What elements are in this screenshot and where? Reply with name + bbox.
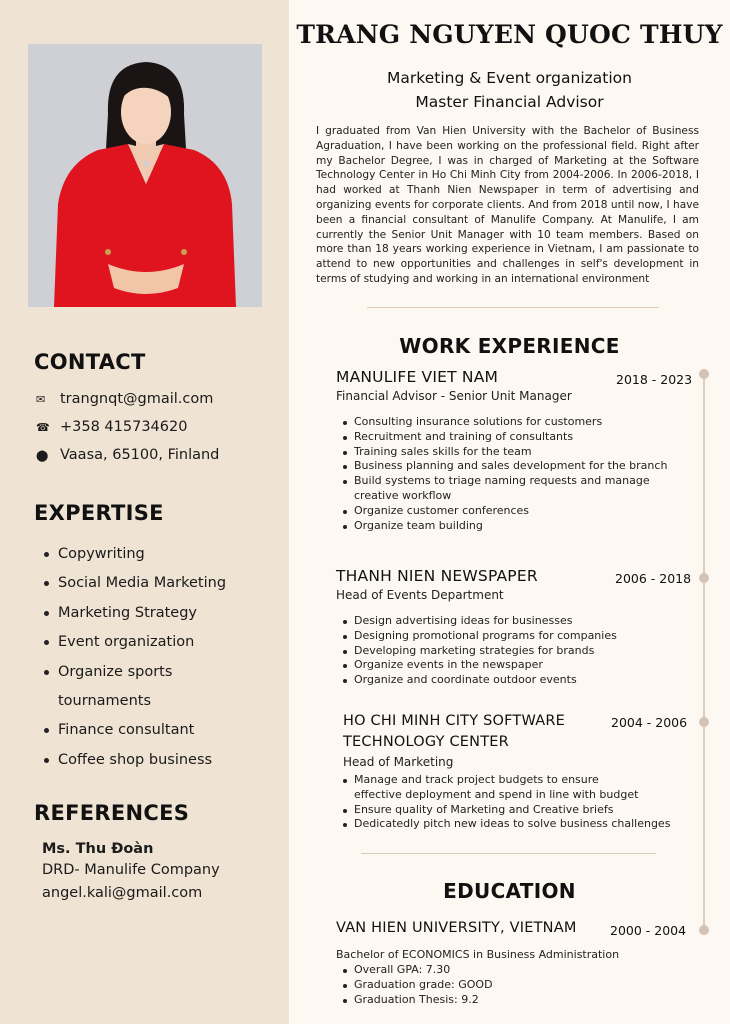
profile-photo [28,44,262,307]
job-years: 2006 - 2018 [615,571,692,586]
timeline-dot [699,925,709,935]
contact-address-text: Vaasa, 65100, Finland [60,447,220,463]
education-details-list [341,963,671,1007]
list-item: Organize and coordinate outdoor events [341,673,671,688]
job-company-line-2: TECHNOLOGY CENTER [343,734,509,750]
timeline-dot [699,369,709,379]
main-content [289,0,730,1024]
profile-summary: I graduated from Van Hien University with the Bachelor of Business Agraduation, I have been working on the professional field. Right after my Bachelor Degree, I was in charged of Marketing at the Software Technology Center in Ho Chi Minh City from 2004-2006. In 2006-2018, I had worked at Thanh Nien Newspaper in term of advertising and organizing events for corporate clients. And from 2018 until now, I have been a financial consultant of Manulife Company. At Manulife, I am currently the Senior Unit Manager with 10 team members. Based on more than 18 years working experience in Vietnam, I am passionate to attend to new opportunities and challenges in self's development in terms of studying and working in an international environment [316,125,699,285]
phone-icon: ☎ [36,420,50,434]
list-item: Build systems to triage naming requests and manage creative workflow [341,474,659,504]
contact-email[interactable] [36,391,213,407]
list-item: Organize events in the newspaper [341,658,671,673]
expertise-list [42,540,282,775]
education-heading: EDUCATION [443,879,576,903]
expertise-item: Social Media Marketing [42,569,282,598]
list-item: Organize team building [341,519,671,534]
list-item: Graduation grade: GOOD [341,978,671,993]
candidate-name: TRANG NGUYEN QUOC THUY [296,20,723,49]
envelope-icon: ✉ [36,392,46,406]
timeline-dot [699,717,709,727]
contact-phone-text[interactable]: +358 415734620 [60,419,188,435]
job-years: 2018 - 2023 [616,372,693,387]
portrait-illustration [28,44,262,307]
job-company: THANH NIEN NEWSPAPER [336,567,538,585]
references-heading: REFERENCES [34,801,190,825]
expertise-heading: EXPERTISE [34,501,164,525]
list-item: Manage and track project budgets to ensure effective deployment and spend in line with budget [341,773,646,803]
work-experience-heading: WORK EXPERIENCE [399,334,620,358]
job-role: Head of Marketing [343,755,454,769]
job-company: HO CHI MINH CITY SOFTWARE [343,713,565,729]
reference-company: DRD- Manulife Company [42,862,220,878]
contact-phone[interactable] [36,419,187,435]
list-item: Training sales skills for the team [341,445,671,460]
expertise-item: Copywriting [42,540,282,569]
list-item: Overall GPA: 7.30 [341,963,671,978]
job-years: 2004 - 2006 [611,715,688,730]
reference-email[interactable]: angel.kali@gmail.com [42,885,203,901]
timeline-line [703,373,705,930]
job-duties-list [341,614,671,688]
list-item: Designing promotional programs for companies [341,629,671,644]
section-divider [367,307,659,308]
contact-address [36,447,219,463]
expertise-item: Organize sports tournaments [42,658,192,717]
expertise-item: Finance consultant [42,716,282,745]
contact-email-text[interactable]: trangnqt@gmail.com [60,391,214,407]
job-title-line-2: Master Financial Advisor [415,93,604,111]
list-item: Graduation Thesis: 9.2 [341,993,671,1008]
job-role: Head of Events Department [336,588,504,602]
expertise-item: Coffee shop business [42,746,282,775]
list-item: Dedicatedly pitch new ideas to solve business challenges [341,817,671,832]
list-item: Developing marketing strategies for brands [341,644,671,659]
education-degree: Bachelor of ECONOMICS in Business Administration [336,948,620,961]
job-role: Financial Advisor - Senior Unit Manager [336,389,572,403]
list-item: Recruitment and training of consultants [341,430,671,445]
list-item: Organize customer conferences [341,504,671,519]
expertise-item: Event organization [42,628,282,657]
reference-name: Ms. Thu Đoàn [42,841,154,857]
list-item: Consulting insurance solutions for customers [341,415,671,430]
job-duties-list [341,773,671,832]
education-school: VAN HIEN UNIVERSITY, VIETNAM [336,920,577,936]
section-divider [361,853,656,854]
contact-heading: CONTACT [34,350,146,374]
list-item: Design advertising ideas for businesses [341,614,671,629]
job-duties-list [341,415,671,533]
job-company: MANULIFE VIET NAM [336,368,499,386]
list-item: Ensure quality of Marketing and Creative briefs [341,803,671,818]
location-pin-icon: ⬤ [36,448,49,462]
timeline-dot [699,573,709,583]
expertise-item: Marketing Strategy [42,599,282,628]
education-years: 2000 - 2004 [610,923,687,938]
list-item: Business planning and sales development for the branch [341,459,671,474]
left-sidebar [0,0,289,1024]
job-title-line-1: Marketing & Event organization [387,69,632,87]
